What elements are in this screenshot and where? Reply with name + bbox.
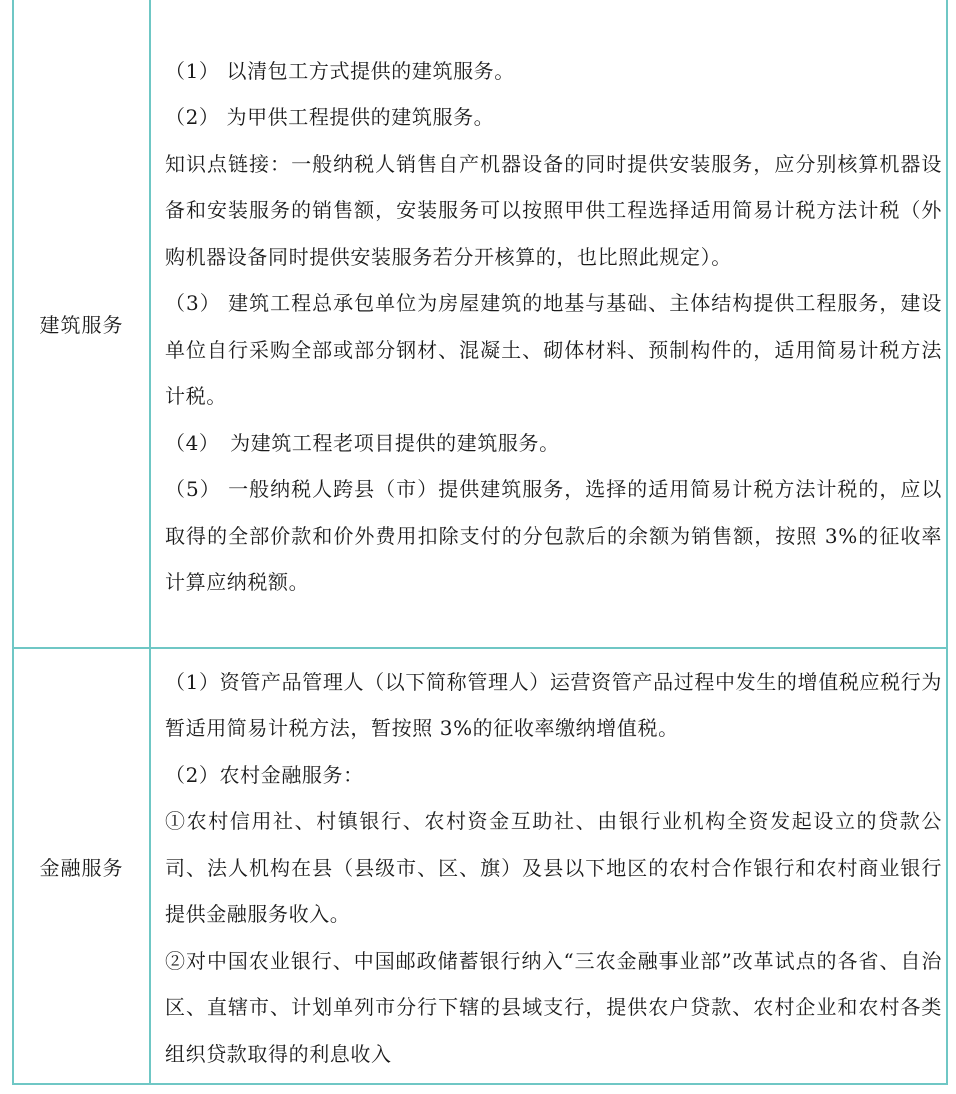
paragraph: （1）资管产品管理人（以下简称管理人）运营资管产品过程中发生的增值税应税行为暂适用简易计税方法，暂按照 3%的征收率缴纳增值税。 bbox=[165, 669, 942, 741]
paragraph: （1） 以清包工方式提供的建筑服务。 bbox=[165, 58, 515, 83]
content-cell bbox=[150, 0, 947, 648]
category-label: 建筑服务 bbox=[39, 313, 124, 337]
paragraph: （3） 建筑工程总承包单位为房屋建筑的地基与基础、主体结构提供工程服务，建设单位自行采购全部或部分钢材、混凝土、砌体材料、预制构件的，适用简易计税方法计税。 bbox=[165, 291, 942, 408]
paragraph: ②对中国农业银行、中国邮政储蓄银行纳入“三农金融事业部”改革试点的各省、自治区、直辖市、计划单列市分行下辖的县域支行，提供农户贷款、农村企业和农村各类组织贷款取得的利息收入 bbox=[165, 948, 942, 1066]
paragraph: 知识点链接：一般纳税人销售自产机器设备的同时提供安装服务，应分别核算机器设备和安装服务的销售额，安装服务可以按照甲供工程选择适用简易计税方法计税（外购机器设备同时提供安装服务若分开核算的，也比照此规定）。 bbox=[165, 151, 942, 269]
table-row-finance bbox=[13, 648, 947, 1084]
paragraph: （5） 一般纳税人跨县（市）提供建筑服务，选择的适用简易计税方法计税的，应以取得的全部价款和价外费用扣除支付的分包款后的余额为销售额，按照 3%的征收率计算应纳税额。 bbox=[165, 477, 942, 594]
category-cell bbox=[13, 648, 150, 1084]
tax-method-table bbox=[12, 0, 948, 1085]
paragraph: （2） 为甲供工程提供的建筑服务。 bbox=[165, 105, 495, 129]
content-cell bbox=[150, 648, 947, 1084]
category-cell bbox=[13, 0, 150, 648]
table-row-construction bbox=[13, 0, 947, 648]
paragraph: （4） 为建筑工程老项目提供的建筑服务。 bbox=[165, 430, 560, 455]
paragraph: （2）农村金融服务： bbox=[165, 762, 364, 787]
category-label: 金融服务 bbox=[39, 855, 124, 880]
paragraph: ①农村信用社、村镇银行、农村资金互助社、由银行业机构全资发起设立的贷款公司、法人机构在县（县级市、区、旗）及县以下地区的农村合作银行和农村商业银行提供金融服务收入。 bbox=[165, 809, 942, 927]
